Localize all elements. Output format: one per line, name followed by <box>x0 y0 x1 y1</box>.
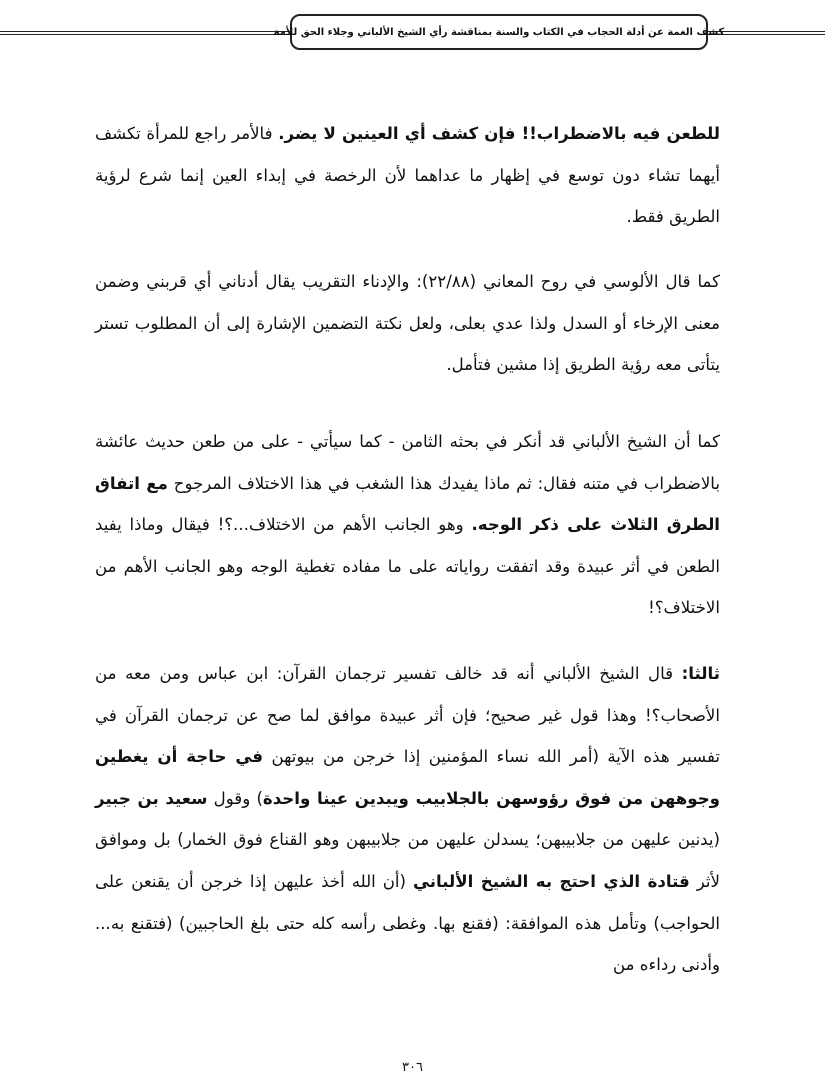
paragraph-2 <box>95 261 720 386</box>
paragraph-4-bold-a: ثالثا: <box>681 664 720 683</box>
book-title: كشف الغمة عن أدلة الحجاب في الكتاب والسنة بمناقشة رأي الشيخ الألباني وجلاء الحق للأمة <box>273 26 725 38</box>
paragraph-4-bold-c: سعيد بن جبير <box>95 788 208 808</box>
paragraph-4-text-b: ) وقول <box>207 788 263 808</box>
page-number: ٣٠٦ <box>402 1060 423 1075</box>
page-body <box>95 113 720 975</box>
running-header <box>273 14 725 50</box>
paragraph-1-bold: للطعن فيه بالاضطراب!! فإن كشف أي العينين لا يضر. <box>278 124 720 143</box>
paragraph-2-text: كما قال الألوسي في روح المعاني (٢٢/٨٨): والإدناء التقريب يقال أدناني أي قربني وضمن معنى الإرخاء أو السدل ولذا عدي بعلى، ولعل نكتة التضمين الإشارة إلى أن المطلوب تستر يتأتى معه رؤية الطريق إذا مشين فتأمل. <box>95 272 720 375</box>
paragraph-4-text-c: (يدنين عليهن من جلابيبهن؛ يسدلن عليهن من جلابيبهن وهو القناع فوق الخمار) بل وموافق لأثر <box>95 830 720 891</box>
paragraph-3 <box>95 421 720 629</box>
paragraph-4 <box>95 653 720 986</box>
paragraph-1-text: فالأمر راجع للمرأة تكشف أيهما تشاء دون توسع في إظهار ما عداهما لأن الرخصة في إبداء العين إنما شرع لرؤية الطريق فقط. <box>95 124 720 227</box>
paragraph-3-text-a: كما أن الشيخ الألباني قد أنكر في بحثه الثامن - كما سيأتي - على من طعن حديث عائشة بالاضطراب في متنه فقال: ثم ماذا يفيدك هذا الشغب في هذا الاختلاف المرجوح <box>95 432 720 493</box>
paragraph-1 <box>95 113 720 238</box>
paragraph-3-text-b: وهو الجانب الأهم من الاختلاف...؟! فيقال وماذا يفيد الطعن في أثر عبيدة وقد اتفقت رواياته على ما مفاده تغطية الوجه وهو الجانب الأهم من الاختلاف؟! <box>95 515 720 618</box>
paragraph-3-bold: مع اتفاق الطرق الثلاث على ذكر الوجه. <box>95 473 720 535</box>
paragraph-4-bold-b: في حاجة أن يغطين وجوههن من فوق رؤوسهن بالجلابيب ويبدين عينا واحدة <box>95 747 720 808</box>
paragraph-4-bold-d: قتادة الذي احتج به الشيخ الألباني <box>412 871 690 891</box>
paragraph-4-text-a: قال الشيخ الألباني أنه قد خالف تفسير ترجمان القرآن: ابن عباس ومن معه من الأصحاب؟! وهذا قول غير صحيح؛ فإن أثر عبيدة موافق لما صح عن ترجمان القرآن في تفسير هذه الآية (أمر الله نساء المؤمنين إذا خرجن من بيوتهن <box>95 664 720 767</box>
paragraph-4-text-d: (أن الله أخذ عليهن إذا خرجن أن يقنعن على الحواجب) وتأمل هذه الموافقة: (فقنع بها. وغطى رأسه كله حتى بلغ الحاجبين) (فتقنع به... وأدنى رداءه من <box>95 871 720 975</box>
